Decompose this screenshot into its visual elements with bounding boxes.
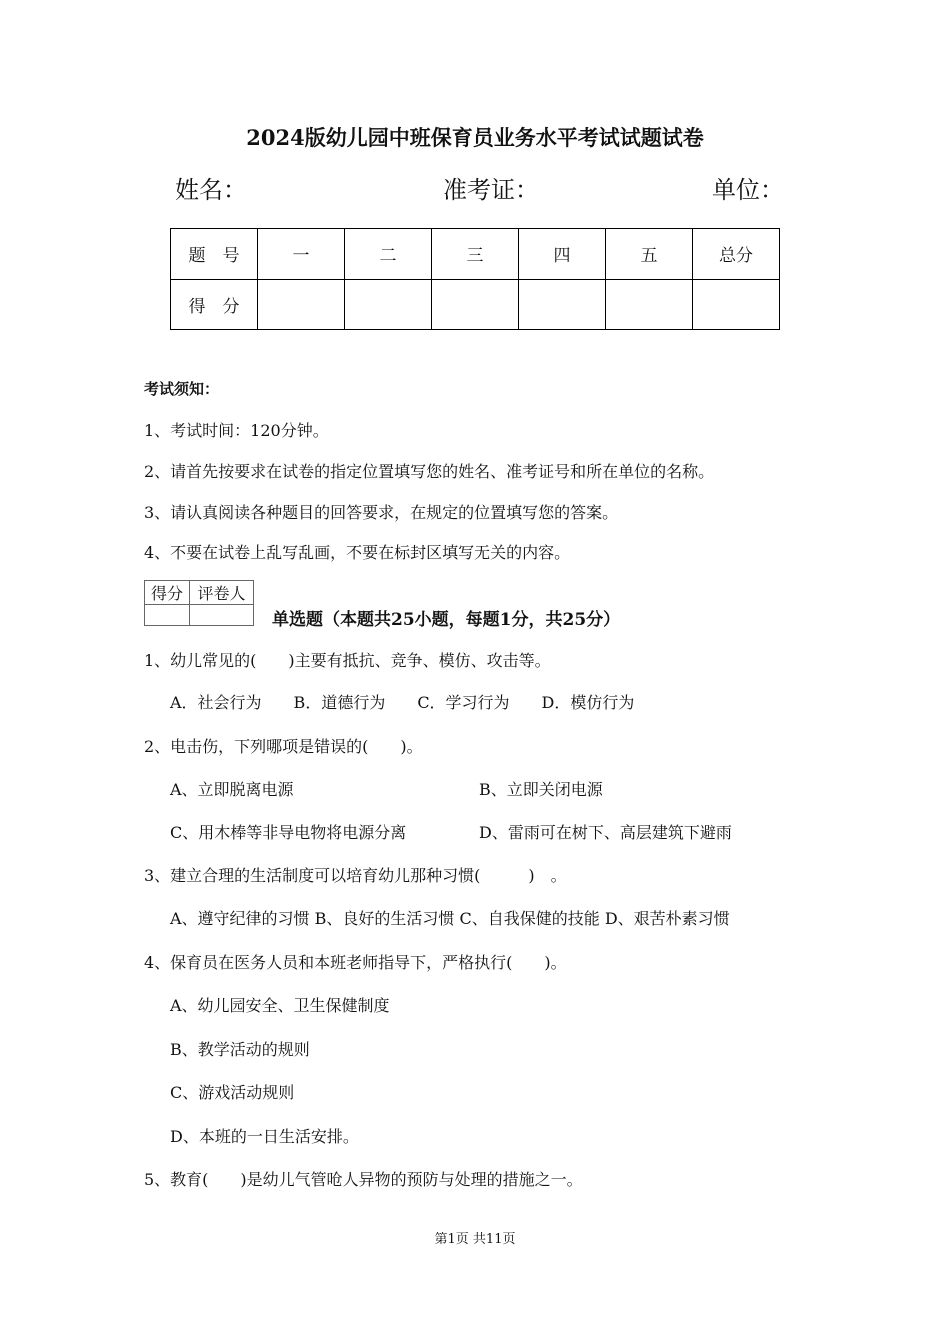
score-table — [170, 228, 780, 330]
question-4: 4、保育员在医务人员和本班老师指导下，严格执行( )。 — [144, 953, 567, 972]
score-blank-cell[interactable] — [606, 279, 693, 330]
score-table-cell: 一 — [258, 229, 345, 280]
question-2-option-b: B、立即关闭电源 — [479, 780, 603, 799]
score-table-cell: 得 分 — [171, 279, 258, 330]
score-blank-cell[interactable] — [693, 279, 780, 330]
question-1: 1、幼儿常见的( )主要有抵抗、竞争、模仿、攻击等。 — [144, 651, 551, 670]
question-3-options: A、遵守纪律的习惯 B、良好的生活习惯 C、自我保健的技能 D、艰苦朴素习惯 — [170, 909, 730, 928]
notice-item: 4、不要在试卷上乱写乱画，不要在标封区填写无关的内容。 — [144, 543, 571, 562]
grader-reviewer-blank[interactable] — [190, 605, 254, 626]
question-2-option-a: A、立即脱离电源 — [170, 780, 294, 799]
question-2-option-d: D、雷雨可在树下、高层建筑下避雨 — [479, 823, 732, 842]
question-2-option-c: C、用木棒等非导电物将电源分离 — [170, 823, 407, 842]
notice-item: 1、考试时间：120分钟。 — [144, 421, 329, 440]
grader-reviewer-label: 评卷人 — [190, 581, 254, 605]
page-title: 2024版幼儿园中班保育员业务水平考试试题试卷 — [246, 125, 704, 150]
grader-score-blank[interactable] — [145, 605, 190, 626]
notice-heading: 考试须知： — [144, 380, 220, 398]
score-table-score-row — [171, 279, 780, 330]
section-title: 单选题（本题共25小题，每题1分，共25分） — [272, 610, 621, 630]
score-blank-cell[interactable] — [345, 279, 432, 330]
score-table-cell: 五 — [606, 229, 693, 280]
grader-table — [144, 580, 254, 626]
score-blank-cell[interactable] — [432, 279, 519, 330]
score-table-cell: 二 — [345, 229, 432, 280]
question-4-option-a: A、幼儿园安全、卫生保健制度 — [170, 996, 390, 1015]
question-4-option-b: B、教学活动的规则 — [170, 1040, 310, 1059]
score-table-cell: 总分 — [693, 229, 780, 280]
exam-id-field-label: 准考证： — [443, 176, 539, 204]
score-blank-cell[interactable] — [258, 279, 345, 330]
unit-field-label: 单位： — [712, 176, 784, 204]
question-1-options: A．社会行为 B．道德行为 C．学习行为 D．模仿行为 — [170, 693, 635, 712]
page-footer: 第1页 共11页 — [434, 1232, 516, 1247]
score-table-cell: 四 — [519, 229, 606, 280]
score-table-header-row — [171, 229, 780, 280]
question-5: 5、教育( )是幼儿气管呛人异物的预防与处理的措施之一。 — [144, 1170, 583, 1189]
name-field-label: 姓名： — [175, 176, 247, 204]
score-blank-cell[interactable] — [519, 279, 606, 330]
grader-score-label: 得分 — [145, 581, 190, 605]
question-4-option-c: C、游戏活动规则 — [170, 1083, 295, 1102]
notice-item: 3、请认真阅读各种题目的回答要求，在规定的位置填写您的答案。 — [144, 503, 619, 522]
question-4-option-d: D、本班的一日生活安排。 — [170, 1127, 359, 1146]
question-3: 3、建立合理的生活制度可以培育幼儿那种习惯( ) 。 — [144, 866, 567, 885]
score-table-cell: 题 号 — [171, 229, 258, 280]
score-table-cell: 三 — [432, 229, 519, 280]
question-2: 2、电击伤，下列哪项是错误的( )。 — [144, 737, 423, 756]
notice-item: 2、请首先按要求在试卷的指定位置填写您的姓名、准考证号和所在单位的名称。 — [144, 462, 715, 481]
